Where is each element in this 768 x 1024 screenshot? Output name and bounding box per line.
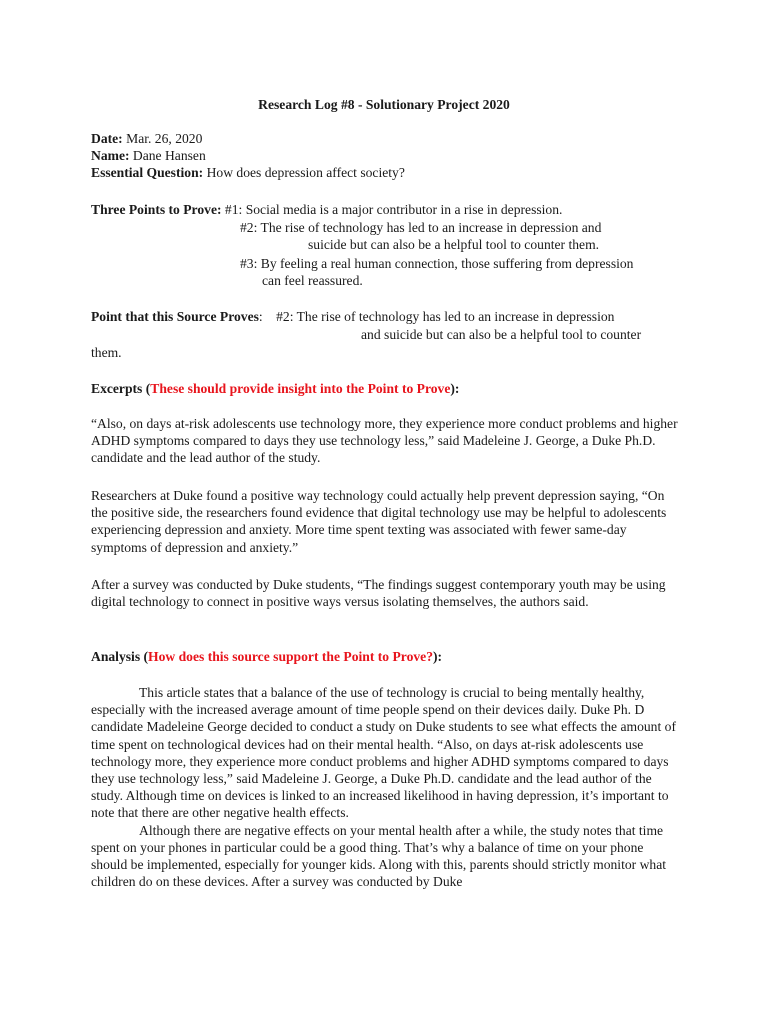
excerpts-label-open: Excerpts (: [91, 381, 151, 396]
essential-question-line: [91, 164, 681, 181]
analysis-paragraph-1: This article states that a balance of the use of technology is crucial to being mentally healthy, especially with the increased average amount of time people spend on their devices daily. Duke Ph. D candidate Madeleine George decided to conduct a study on Duke students to see what effects the amount of time spent on technological devices had on their mental health. “Also, on days at-risk adolescents use technology more, they experience more conduct problems and higher ADHD symptoms compared to days they use technology less,” said Madeleine J. George, a Duke Ph.D. candidate and the lead author of the study. Although time on devices is linked to an increased likelihood in having depression, it’s important to note that there are other negative health effects.: [91, 685, 676, 821]
excerpts-heading: [91, 380, 681, 397]
point-3-line-1: #3: By feeling a real human connection, those suffering from depression: [240, 256, 634, 271]
three-points-line-1: [91, 201, 691, 218]
analysis-paragraph-2: Although there are negative effects on your mental health after a while, the study notes that time spent on your phones in particular could be a good thing. That’s why a balance of time on your phone should be implemented, especially for younger kids. Along with this, parents should strictly monitor what children do on these devices. After a survey was conducted by Duke: [91, 822, 667, 890]
point-2-line-1: #2: The rise of technology has led to an increase in depression and: [240, 220, 602, 235]
source-point-colon: :: [258, 309, 263, 324]
excerpts-hint: These should provide insight into the Point to Prove: [150, 381, 451, 396]
point-3-line-2: can feel reassured.: [262, 273, 363, 288]
excerpt-2: Researchers at Duke found a positive way technology could actually help prevent depression saying, “On the positive side, the researchers found evidence that digital technology use may be helpful to adolescents experiencing depression and anxiety. More time spent texting was associated with fewer same-day symptoms of depression and anxiety.”: [91, 488, 667, 555]
date-value: Mar. 26, 2020: [126, 131, 203, 146]
analysis-hint: How does this source support the Point to Prove?: [148, 649, 433, 664]
excerpts-label-close: ):: [450, 381, 460, 396]
name-label: Name:: [91, 148, 130, 164]
source-point-text-1: #2: The rise of technology has led to an increase in depression: [276, 309, 615, 324]
date-label: Date:: [91, 131, 123, 146]
essential-question-label: Essential Question:: [91, 165, 204, 181]
document-title: Research Log #8 - Solutionary Project 2020: [258, 97, 510, 112]
name-line: [91, 147, 681, 164]
essential-question-value: How does depression affect society?: [206, 165, 405, 181]
source-point-label: Point that this Source Proves: [91, 309, 259, 324]
point-1: #1: Social media is a major contributor in a rise in depression.: [224, 202, 563, 217]
source-point-line-1: [91, 308, 691, 325]
date-line: [91, 130, 681, 147]
source-point-text-3: them.: [91, 345, 122, 360]
excerpt-1: “Also, on days at-risk adolescents use technology more, they experience more conduct problems and higher ADHD symptoms compared to days they use technology less,” said Madeleine J. George, a Duke Ph.D. candidate and the lead author of the study.: [91, 416, 678, 466]
source-point-text-2: and suicide but can also be a helpful tool to counter: [361, 327, 642, 342]
meta-block: [91, 130, 681, 182]
excerpt-3: After a survey was conducted by Duke students, “The findings suggest contemporary youth may be using digital technology to connect in positive ways versus isolating themselves, the authors said.: [91, 577, 666, 610]
analysis-label-close: ):: [433, 649, 443, 664]
analysis-body: [91, 684, 681, 890]
point-2-line-2: suicide but can also be a helpful tool to counter them.: [308, 237, 600, 252]
three-points-label: Three Points to Prove:: [91, 202, 222, 217]
analysis-label-open: Analysis (: [91, 649, 149, 664]
analysis-heading: [91, 648, 681, 665]
name-value: Dane Hansen: [132, 148, 206, 164]
